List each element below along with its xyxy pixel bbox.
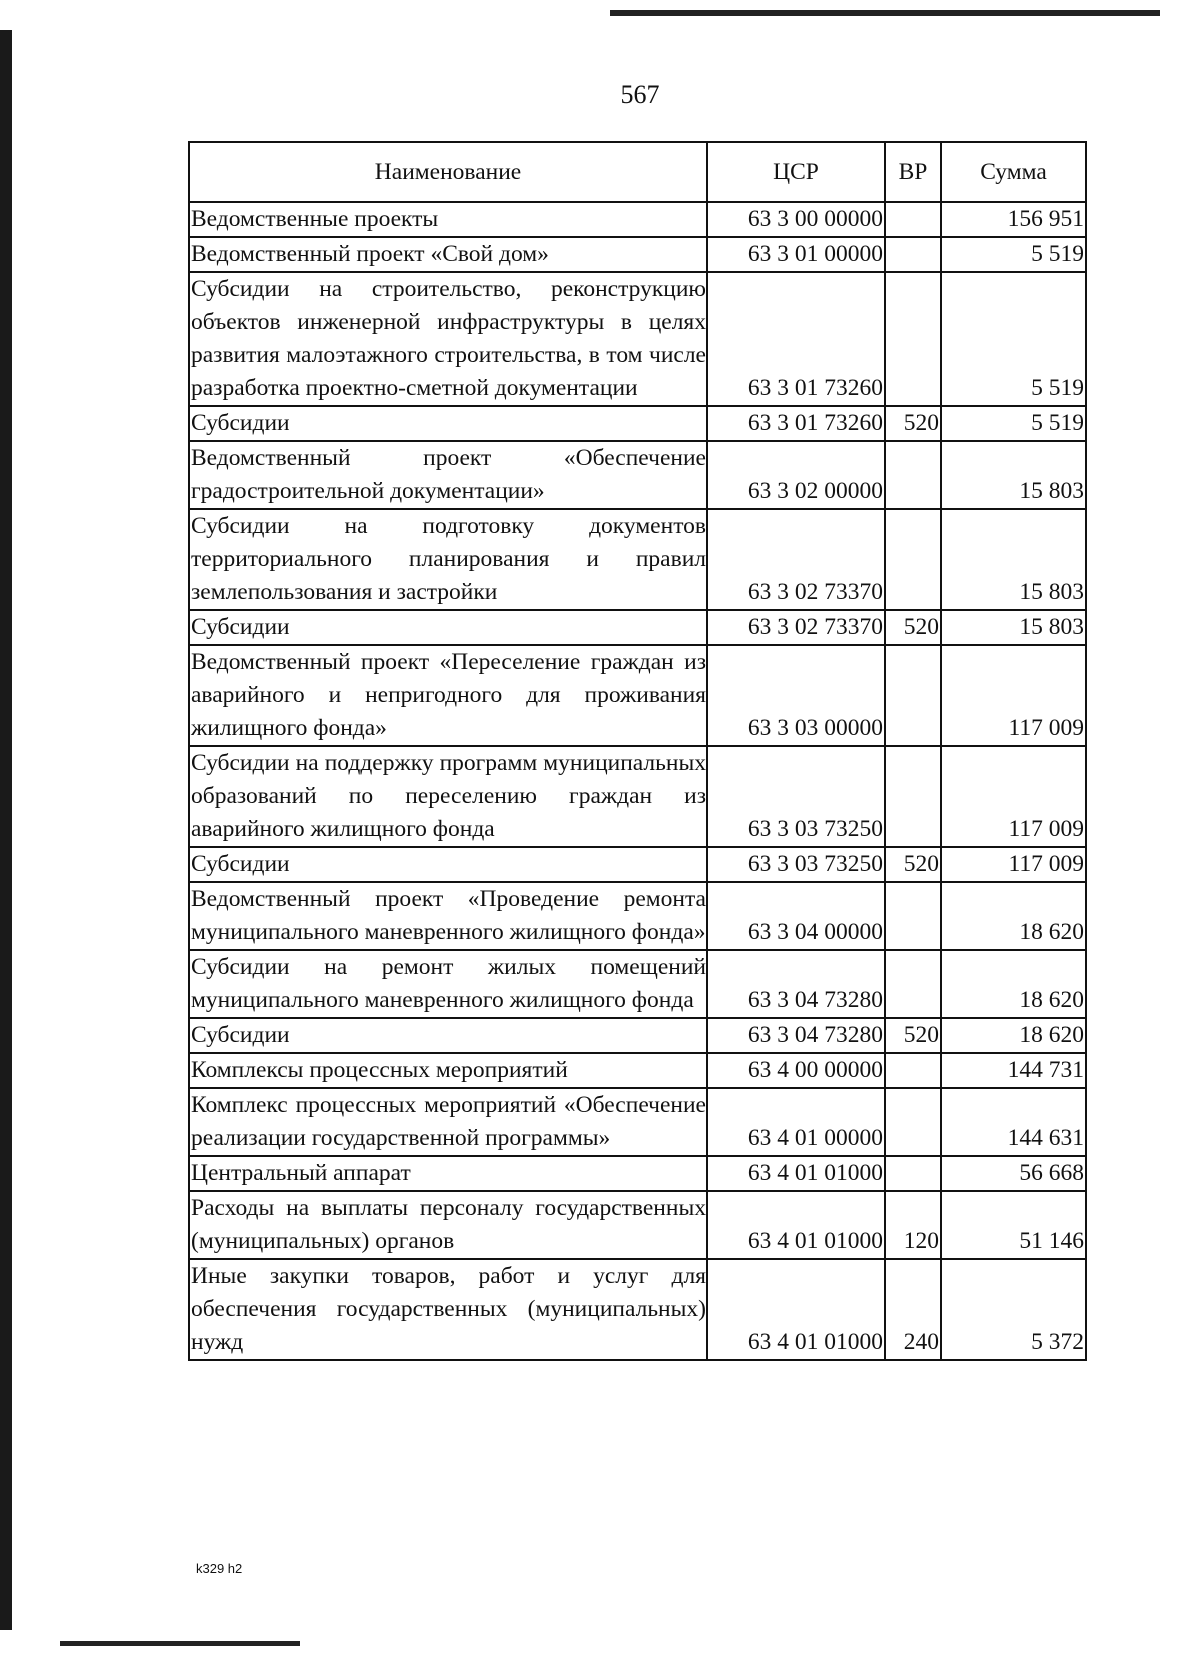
budget-table	[188, 141, 1087, 1361]
cell-vr	[885, 1053, 941, 1088]
cell-csr: 63 4 01 01000	[707, 1156, 885, 1191]
cell-name: Субсидии	[189, 1018, 707, 1053]
cell-sum: 117 009	[941, 746, 1086, 847]
table-row	[189, 1088, 1086, 1156]
cell-vr	[885, 1088, 941, 1156]
cell-name: Ведомственный проект «Свой дом»	[189, 237, 707, 272]
cell-vr: 520	[885, 406, 941, 441]
cell-sum: 15 803	[941, 441, 1086, 509]
cell-sum: 18 620	[941, 950, 1086, 1018]
table-row	[189, 202, 1086, 237]
cell-sum: 56 668	[941, 1156, 1086, 1191]
cell-csr: 63 3 01 73260	[707, 406, 885, 441]
cell-name: Ведомственный проект «Переселение граждан из аварийного и непригодного для проживания жилищного фонда»	[189, 645, 707, 746]
cell-name: Ведомственный проект «Обеспечение градостроительной документации»	[189, 441, 707, 509]
cell-csr: 63 4 01 01000	[707, 1259, 885, 1360]
page-number: 567	[620, 80, 660, 109]
cell-vr	[885, 1156, 941, 1191]
table-row	[189, 746, 1086, 847]
cell-csr: 63 3 03 73250	[707, 847, 885, 882]
table-row	[189, 1018, 1086, 1053]
cell-csr: 63 3 04 00000	[707, 882, 885, 950]
header-sum: Сумма	[941, 142, 1086, 202]
cell-name: Ведомственный проект «Проведение ремонта муниципального маневренного жилищного фонда»	[189, 882, 707, 950]
cell-name: Иные закупки товаров, работ и услуг для обеспечения государственных (муниципальных) нужд	[189, 1259, 707, 1360]
cell-name: Субсидии	[189, 406, 707, 441]
header-name: Наименование	[189, 142, 707, 202]
cell-csr: 63 3 03 73250	[707, 746, 885, 847]
table-row	[189, 882, 1086, 950]
cell-csr: 63 4 01 01000	[707, 1191, 885, 1259]
cell-name: Расходы на выплаты персоналу государственных (муниципальных) органов	[189, 1191, 707, 1259]
cell-csr: 63 4 00 00000	[707, 1053, 885, 1088]
cell-vr	[885, 746, 941, 847]
scan-edge-top	[610, 10, 1160, 16]
cell-sum: 18 620	[941, 1018, 1086, 1053]
cell-name: Ведомственные проекты	[189, 202, 707, 237]
cell-sum: 144 631	[941, 1088, 1086, 1156]
cell-name: Субсидии на поддержку программ муниципальных образований по переселению граждан из аварийного жилищного фонда	[189, 746, 707, 847]
cell-vr: 120	[885, 1191, 941, 1259]
cell-csr: 63 3 03 00000	[707, 645, 885, 746]
table-row	[189, 237, 1086, 272]
cell-csr: 63 3 00 00000	[707, 202, 885, 237]
cell-vr: 520	[885, 1018, 941, 1053]
cell-vr	[885, 272, 941, 406]
cell-vr: 520	[885, 610, 941, 645]
cell-sum: 15 803	[941, 610, 1086, 645]
cell-vr	[885, 202, 941, 237]
cell-sum: 15 803	[941, 509, 1086, 610]
cell-vr	[885, 950, 941, 1018]
cell-sum: 117 009	[941, 847, 1086, 882]
cell-vr	[885, 882, 941, 950]
cell-vr	[885, 509, 941, 610]
cell-name: Субсидии	[189, 847, 707, 882]
table-row	[189, 509, 1086, 610]
table-row	[189, 272, 1086, 406]
cell-sum: 18 620	[941, 882, 1086, 950]
table-row	[189, 610, 1086, 645]
table-row	[189, 847, 1086, 882]
table-row	[189, 1053, 1086, 1088]
cell-csr: 63 3 02 73370	[707, 509, 885, 610]
cell-vr: 520	[885, 847, 941, 882]
cell-sum: 51 146	[941, 1191, 1086, 1259]
table-row	[189, 1191, 1086, 1259]
cell-csr: 63 3 04 73280	[707, 1018, 885, 1053]
cell-csr: 63 3 01 00000	[707, 237, 885, 272]
table-row	[189, 441, 1086, 509]
header-vr: ВР	[885, 142, 941, 202]
cell-csr: 63 3 02 00000	[707, 441, 885, 509]
cell-name: Комплекс процессных мероприятий «Обеспечение реализации государственной программы»	[189, 1088, 707, 1156]
cell-csr: 63 3 01 73260	[707, 272, 885, 406]
cell-name: Комплексы процессных мероприятий	[189, 1053, 707, 1088]
table-header-row	[189, 142, 1086, 202]
table-row	[189, 950, 1086, 1018]
table-row	[189, 1259, 1086, 1360]
cell-csr: 63 3 04 73280	[707, 950, 885, 1018]
cell-sum: 156 951	[941, 202, 1086, 237]
table-body	[189, 202, 1086, 1360]
table-row	[189, 406, 1086, 441]
scan-edge-left	[0, 30, 12, 1630]
cell-name: Субсидии	[189, 610, 707, 645]
cell-sum: 5 519	[941, 406, 1086, 441]
cell-vr: 240	[885, 1259, 941, 1360]
cell-csr: 63 3 02 73370	[707, 610, 885, 645]
cell-vr	[885, 645, 941, 746]
cell-sum: 5 519	[941, 272, 1086, 406]
header-csr: ЦСР	[707, 142, 885, 202]
table-row	[189, 645, 1086, 746]
cell-sum: 5 519	[941, 237, 1086, 272]
cell-vr	[885, 441, 941, 509]
cell-vr	[885, 237, 941, 272]
cell-name: Субсидии на подготовку документов территориального планирования и правил землепользования и застройки	[189, 509, 707, 610]
cell-sum: 5 372	[941, 1259, 1086, 1360]
cell-sum: 144 731	[941, 1053, 1086, 1088]
cell-name: Субсидии на строительство, реконструкцию объектов инженерной инфраструктуры в целях развития малоэтажного строительства, в том числе разработка проектно-сметной документации	[189, 272, 707, 406]
footer-code: k329 h2	[196, 1561, 243, 1576]
scan-edge-bottom	[60, 1641, 300, 1646]
cell-name: Центральный аппарат	[189, 1156, 707, 1191]
cell-csr: 63 4 01 00000	[707, 1088, 885, 1156]
cell-name: Субсидии на ремонт жилых помещений муниципального маневренного жилищного фонда	[189, 950, 707, 1018]
table-row	[189, 1156, 1086, 1191]
cell-sum: 117 009	[941, 645, 1086, 746]
